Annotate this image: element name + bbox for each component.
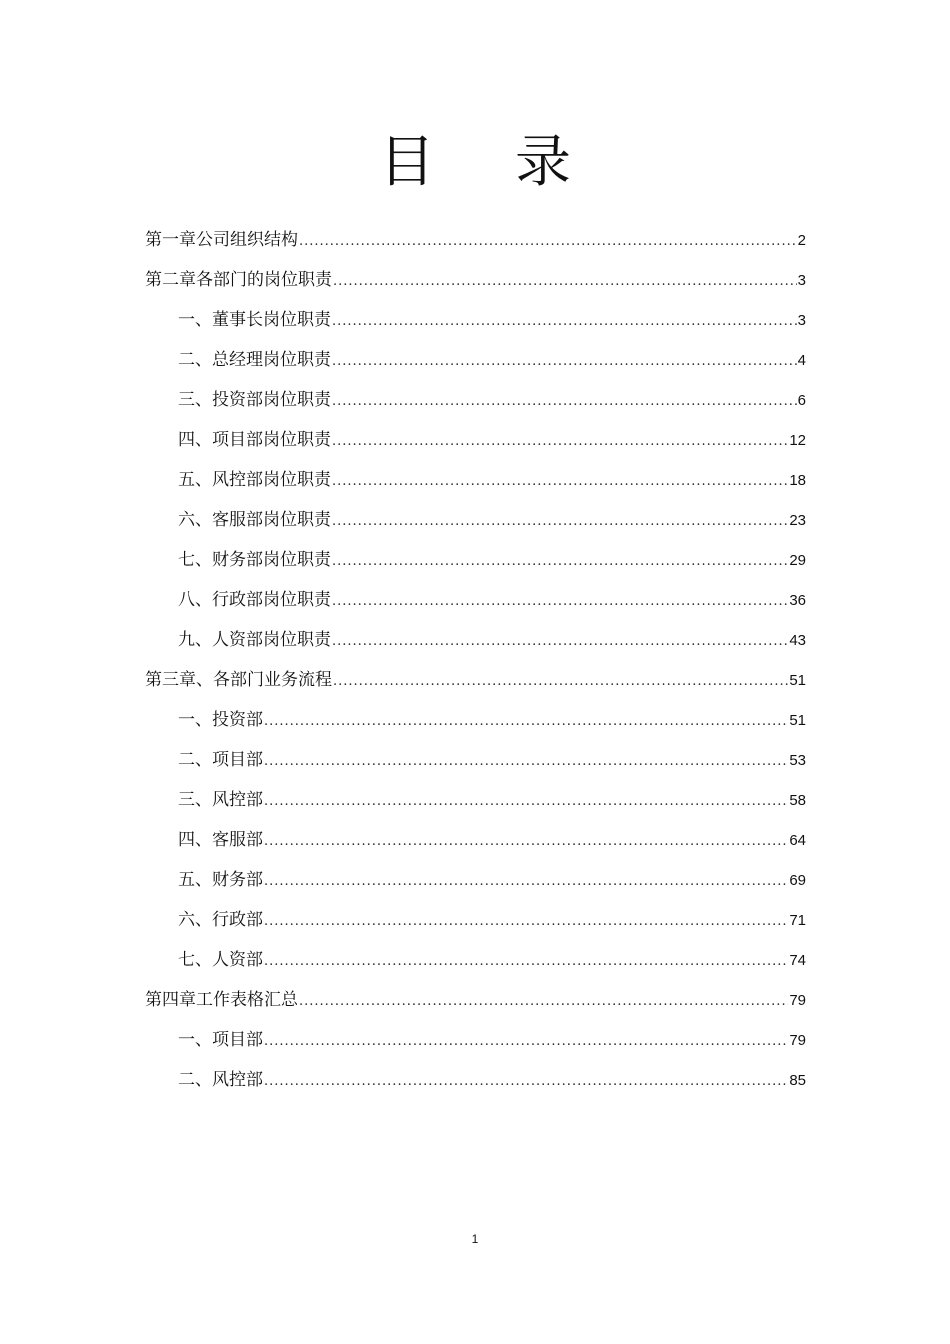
toc-entry-label: 九、人资部岗位职责 bbox=[178, 630, 331, 650]
toc-entry-label: 六、行政部 bbox=[178, 910, 263, 930]
toc-entry-page: 51 bbox=[789, 672, 806, 689]
toc-entry-page: 71 bbox=[789, 912, 806, 929]
toc-entry-page: 51 bbox=[789, 712, 806, 729]
toc-entry[interactable] bbox=[145, 502, 806, 542]
toc-entry-page: 79 bbox=[789, 1032, 806, 1049]
toc-entry-page: 23 bbox=[789, 512, 806, 529]
title-char-2: 录 bbox=[515, 130, 571, 195]
toc-entry[interactable] bbox=[145, 662, 806, 702]
toc-entry-page: 79 bbox=[789, 992, 806, 1009]
toc-entry-page: 12 bbox=[789, 432, 806, 449]
toc-entry-label: 七、财务部岗位职责 bbox=[178, 550, 331, 570]
toc-entry-page: 3 bbox=[797, 312, 806, 329]
toc-entry-page: 43 bbox=[789, 632, 806, 649]
toc-dot-leader bbox=[333, 264, 797, 300]
toc-entry[interactable] bbox=[145, 782, 806, 822]
toc-entry[interactable] bbox=[145, 542, 806, 582]
toc-dot-leader bbox=[332, 384, 797, 420]
toc-entry-page: 29 bbox=[789, 552, 806, 569]
title-char-1: 目 bbox=[379, 130, 435, 195]
toc-entry[interactable] bbox=[145, 302, 806, 342]
toc-entry-page: 3 bbox=[797, 272, 806, 289]
toc-entry-label: 六、客服部岗位职责 bbox=[178, 510, 331, 530]
toc-entry[interactable] bbox=[145, 1062, 806, 1102]
toc-entry[interactable] bbox=[145, 822, 806, 862]
toc-dot-leader bbox=[332, 504, 788, 540]
toc-dot-leader bbox=[299, 224, 797, 260]
toc-entry-label: 四、客服部 bbox=[178, 830, 263, 850]
toc-entry[interactable] bbox=[145, 1022, 806, 1062]
toc-entry-page: 36 bbox=[789, 592, 806, 609]
toc-entry[interactable] bbox=[145, 942, 806, 982]
toc-entry-label: 一、项目部 bbox=[178, 1030, 263, 1050]
toc-entry-label: 三、风控部 bbox=[178, 790, 263, 810]
toc-entry-label: 第三章、各部门业务流程 bbox=[145, 670, 332, 690]
toc-dot-leader bbox=[264, 944, 788, 980]
toc-entry[interactable] bbox=[145, 622, 806, 662]
toc-dot-leader bbox=[332, 544, 788, 580]
toc-entry-label: 二、风控部 bbox=[178, 1070, 263, 1090]
toc-entry-page: 74 bbox=[789, 952, 806, 969]
toc-dot-leader bbox=[333, 664, 788, 700]
toc-entry-label: 一、董事长岗位职责 bbox=[178, 310, 331, 330]
toc-entry[interactable] bbox=[145, 862, 806, 902]
toc-dot-leader bbox=[332, 464, 788, 500]
toc-entry-label: 五、风控部岗位职责 bbox=[178, 470, 331, 490]
toc-entry[interactable] bbox=[145, 902, 806, 942]
toc-entry-label: 第一章公司组织结构 bbox=[145, 230, 298, 250]
page-title bbox=[0, 118, 950, 198]
toc-entry-page: 69 bbox=[789, 872, 806, 889]
toc-entry[interactable] bbox=[145, 982, 806, 1022]
toc-entry-page: 6 bbox=[797, 392, 806, 409]
toc-entry-label: 三、投资部岗位职责 bbox=[178, 390, 331, 410]
toc-entry-label: 第四章工作表格汇总 bbox=[145, 990, 298, 1010]
toc-dot-leader bbox=[264, 1024, 788, 1060]
toc-entry-label: 五、财务部 bbox=[178, 870, 263, 890]
toc-dot-leader bbox=[264, 744, 788, 780]
toc-entry-label: 八、行政部岗位职责 bbox=[178, 590, 331, 610]
toc-entry-label: 一、投资部 bbox=[178, 710, 263, 730]
toc-entry[interactable] bbox=[145, 222, 806, 262]
toc-entry-label: 四、项目部岗位职责 bbox=[178, 430, 331, 450]
toc-entry-page: 58 bbox=[789, 792, 806, 809]
toc-dot-leader bbox=[332, 584, 788, 620]
toc-entry-page: 85 bbox=[789, 1072, 806, 1089]
toc-dot-leader bbox=[332, 624, 788, 660]
toc-entry[interactable] bbox=[145, 702, 806, 742]
toc-dot-leader bbox=[264, 864, 788, 900]
toc-entry-page: 2 bbox=[797, 232, 806, 249]
page-number: 1 bbox=[471, 1232, 479, 1246]
toc-dot-leader bbox=[264, 704, 788, 740]
toc-dot-leader bbox=[332, 424, 788, 460]
toc-entry-label: 二、总经理岗位职责 bbox=[178, 350, 331, 370]
toc-dot-leader bbox=[264, 1064, 788, 1100]
toc-entry-page: 64 bbox=[789, 832, 806, 849]
toc-entry[interactable] bbox=[145, 382, 806, 422]
toc-dot-leader bbox=[264, 784, 788, 820]
toc-entry-label: 七、人资部 bbox=[178, 950, 263, 970]
table-of-contents bbox=[145, 222, 806, 1102]
toc-entry[interactable] bbox=[145, 262, 806, 302]
toc-entry[interactable] bbox=[145, 422, 806, 462]
toc-entry[interactable] bbox=[145, 342, 806, 382]
toc-entry-label: 二、项目部 bbox=[178, 750, 263, 770]
toc-dot-leader bbox=[264, 824, 788, 860]
toc-entry-page: 4 bbox=[797, 352, 806, 369]
toc-dot-leader bbox=[332, 344, 797, 380]
toc-dot-leader bbox=[264, 904, 788, 940]
toc-entry[interactable] bbox=[145, 462, 806, 502]
toc-entry[interactable] bbox=[145, 582, 806, 622]
toc-dot-leader bbox=[299, 984, 788, 1020]
toc-entry[interactable] bbox=[145, 742, 806, 782]
toc-entry-label: 第二章各部门的岗位职责 bbox=[145, 270, 332, 290]
toc-dot-leader bbox=[332, 304, 797, 340]
toc-entry-page: 18 bbox=[789, 472, 806, 489]
toc-entry-page: 53 bbox=[789, 752, 806, 769]
